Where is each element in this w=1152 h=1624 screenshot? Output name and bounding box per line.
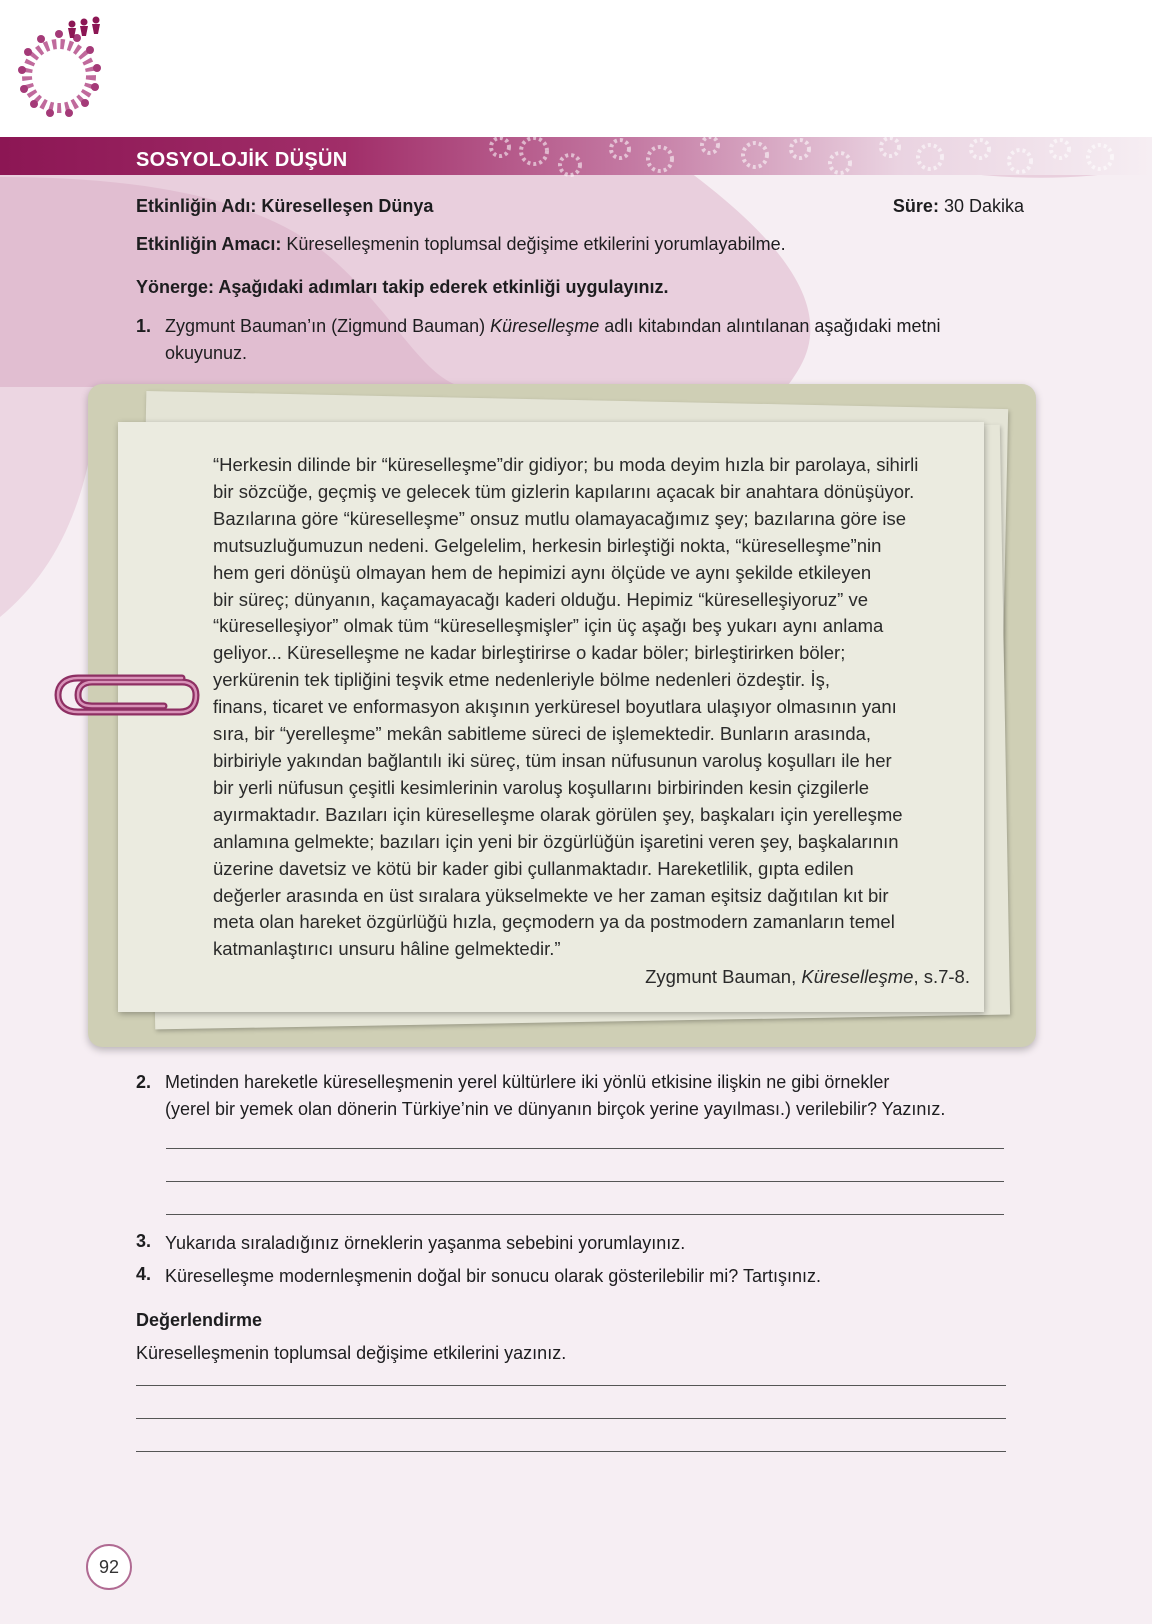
activity-duration	[893, 194, 1024, 218]
step-2-line: Metinden hareketle küreselleşmenin yerel kültürlere iki yönlü etkisine ilişkin ne gibi örnekler	[165, 1072, 890, 1092]
step-2-line: (yerel bir yemek olan dönerin Türkiye’nin ve dünyanın birçok yerine yayılması.) verilebilir? Yazınız.	[165, 1099, 946, 1119]
quote-line: üzerine davetsiz ve kötü bir kader gibi çullanmaktadır. Hareketlilik, gıpta edilen	[213, 857, 854, 879]
quote-source-author: Zygmunt Bauman,	[645, 966, 797, 987]
quote-line: “küreselleşiyor” olmak tüm “küreselleşmişler” için üç aşağı beş yukarı aynı anlama	[213, 615, 884, 637]
step-1-text-c: okuyunuz.	[165, 343, 248, 363]
activity-name-value: Küreselleşen Dünya	[261, 196, 434, 216]
purpose-label: Etkinliğin Amacı:	[136, 234, 282, 254]
section-title: SOSYOLOJİK DÜŞÜN	[136, 149, 348, 171]
top-margin	[0, 0, 1152, 137]
evaluation-title: Değerlendirme	[136, 1310, 263, 1330]
quote-line: bir yerli nüfusun çeşitli kesimlerinin varoluş koşullarını birbirinden kesin çizgilerle	[213, 776, 869, 798]
duration-value: 30 Dakika	[943, 196, 1024, 216]
logo-people-circle-icon	[14, 14, 110, 124]
quote-line: birbiriyle yakından bağlantılı iki süreç, tüm insan nüfusunun varoluş koşulları ile her	[213, 749, 892, 771]
quote-line: Bazılarına göre “küreselleşme” onsuz mutlu olamayacağımız şey; bazılarına göre ise	[213, 507, 907, 529]
quote-source-pages: , s.7-8.	[913, 966, 970, 987]
step-4-number: 4.	[136, 1264, 152, 1284]
answer-line[interactable]	[166, 1181, 1004, 1182]
step-2-number: 2.	[136, 1072, 152, 1092]
quote-source-title: Küreselleşme	[801, 966, 914, 987]
activity-name	[136, 194, 433, 218]
quote-line: sıra, bir “yerelleşme” mekân sabitleme süreci de işlemektedir. Bunların arasında,	[213, 723, 872, 745]
quote-line: değerler arasında en üst sıralara yükselmekte ve her zaman eşitsiz dağıtılan kıt bir	[213, 884, 889, 906]
answer-line[interactable]	[166, 1214, 1004, 1215]
quote-line: finans, ticaret ve enformasyon akışının yerküresel boyutlara ulaşıyor olmasının yanı	[213, 696, 897, 718]
step-1-text-b: adlı kitabından alıntılanan aşağıdaki metni	[604, 316, 941, 336]
step-1-text-a: Zygmunt Bauman’ın (Zigmund Bauman)	[165, 316, 486, 336]
quote-line: anlamına gelmekte; bazıları için yeni bir özgürlüğün işaretini veren şey, başkalarının	[213, 830, 899, 852]
step-1-text	[165, 313, 1035, 367]
quote-line: meta olan hareket özgürlüğü hızla, geçmodern ya da postmodern zamanların temel	[213, 911, 895, 933]
quote-line: bir sözcüğe, geçmiş ve gelecek tüm gizlerin kapılarını açacak bir anahtara dönüşüyor.	[213, 480, 915, 502]
duration-label: Süre:	[892, 196, 939, 216]
step-1-number: 1.	[136, 316, 152, 336]
quote-line: hem geri dönüşü olmayan hem de hepimizi aynı ölçüde ve aynı şekilde etkileyen	[213, 561, 872, 583]
step-3-text: Yukarıda sıraladığınız örneklerin yaşanma sebebini yorumlayınız.	[165, 1233, 686, 1253]
paper-clip-icon	[52, 664, 202, 726]
activity-name-label: Etkinliğin Adı:	[136, 196, 257, 216]
quote-line: katmanlaştırıcı unsuru hâline gelmektedir.”	[213, 938, 561, 960]
quote-text	[213, 452, 973, 963]
step-3-number: 3.	[136, 1231, 152, 1251]
step-4-text: Küreselleşme modernleşmenin doğal bir sonucu olarak gösterilebilir mi? Tartışınız.	[165, 1266, 821, 1286]
purpose-value: Küreselleşmenin toplumsal değişime etkilerini yorumlayabilme.	[286, 234, 786, 254]
activity-purpose	[136, 232, 786, 256]
answer-line[interactable]	[166, 1148, 1004, 1149]
page-number: 92	[86, 1544, 132, 1590]
answer-line[interactable]	[136, 1418, 1006, 1419]
quote-line: mutsuzluğumuzun nedeni. Gelgelelim, herkesin birleştiği nokta, “küreselleşme”nin	[213, 534, 882, 556]
quote-source	[645, 966, 970, 988]
instruction: Yönerge: Aşağıdaki adımları takip ederek etkinliği uygulayınız.	[136, 277, 669, 297]
evaluation-prompt: Küreselleşmenin toplumsal değişime etkilerini yazınız.	[136, 1343, 567, 1363]
quote-line: “Herkesin dilinde bir “küreselleşme”dir gidiyor; bu moda deyim hızla bir parolaya, sihirli	[213, 454, 919, 475]
quote-line: ayırmaktadır. Bazıları için küreselleşme olarak görülen şey, başkaları için yerelleşme	[213, 803, 903, 825]
step-1-book-title: Küreselleşme	[490, 316, 600, 336]
gears-decoration-icon	[480, 135, 1152, 179]
quote-line: bir süreç; dünyanın, kaçamayacağı kaderi olduğu. Hepimiz “küreselleşiyoruz” ve	[213, 588, 868, 610]
quote-line: geliyor... Küreselleşme ne kadar birleştirirse o kadar böler; birleştirirken böler;	[213, 642, 846, 664]
quote-line: yerkürenin tek tipliğini teşvik etme nedenleriyle bölme nedenleri özdeştir. İş,	[213, 669, 830, 691]
step-2-text	[165, 1069, 1035, 1123]
answer-line[interactable]	[136, 1451, 1006, 1452]
answer-line[interactable]	[136, 1385, 1006, 1386]
